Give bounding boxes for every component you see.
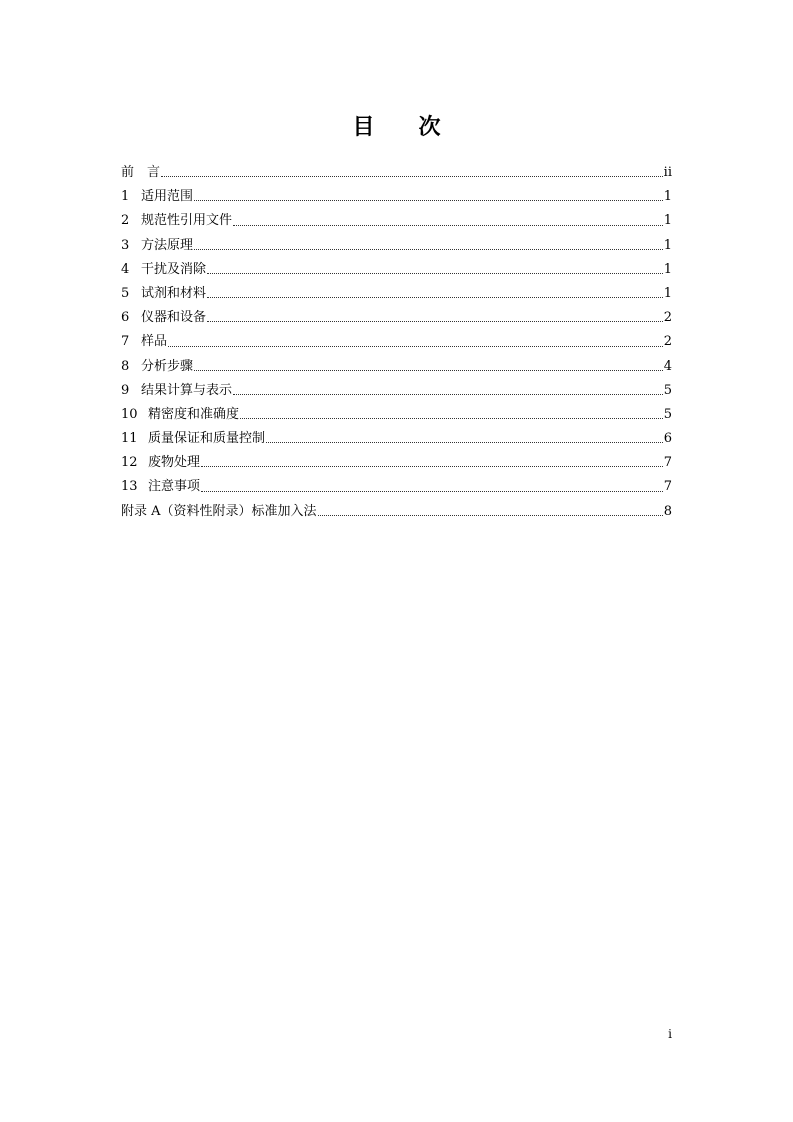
toc-entry[interactable] (121, 187, 672, 211)
toc-entry-page: 1 (663, 285, 672, 301)
toc-entry[interactable] (121, 502, 672, 526)
toc-entry-label: 样品 (141, 334, 168, 350)
toc-entry-label: 附录 A（资料性附录）标准加入法 (121, 503, 317, 519)
toc-entry[interactable] (121, 381, 672, 405)
toc-entry[interactable] (121, 477, 672, 501)
toc-entry-label: 精密度和准确度 (148, 406, 240, 422)
toc-entry[interactable] (121, 284, 672, 308)
toc-entry-number: 1 (121, 189, 130, 205)
toc-entry-page: ii (663, 165, 672, 180)
toc-entry-page: 2 (663, 334, 672, 350)
toc-leader-dots (194, 249, 663, 250)
toc-entry[interactable] (121, 163, 672, 187)
toc-entry-number: 12 (121, 455, 138, 471)
toc-entry-number: 4 (121, 261, 130, 277)
page-number: i (668, 1027, 672, 1041)
toc-leader-dots (266, 442, 663, 443)
toc-entry-number: 13 (121, 479, 138, 495)
toc-entry-label: 注意事项 (148, 479, 201, 495)
toc-leader-dots (194, 200, 663, 201)
toc-entry-number: 9 (121, 382, 130, 398)
toc-entry[interactable] (121, 332, 672, 356)
toc-entry-page: 1 (663, 237, 672, 253)
toc-entry-number: 6 (121, 310, 130, 326)
toc-entry[interactable] (121, 405, 672, 429)
toc-entry-number: 5 (121, 285, 130, 301)
toc-entry[interactable] (121, 211, 672, 235)
toc-leader-dots (207, 321, 663, 322)
toc-leader-dots (168, 346, 663, 347)
toc-entry[interactable] (121, 453, 672, 477)
toc-entry-page: 5 (663, 382, 672, 398)
toc-leader-dots (318, 515, 663, 516)
toc-entry-number: 11 (121, 431, 138, 447)
toc-entry-number: 2 (121, 213, 130, 229)
toc-entry-page: 1 (663, 261, 672, 277)
toc-leader-dots (233, 225, 663, 226)
toc-entry[interactable] (121, 429, 672, 453)
toc-entry-label: 结果计算与表示 (141, 382, 233, 398)
toc-leader-dots (201, 466, 663, 467)
toc-entry-number: 10 (121, 406, 138, 422)
toc-title: 目 次 (352, 115, 441, 140)
toc-entry-page: 5 (663, 406, 672, 422)
toc-entry[interactable] (121, 357, 672, 381)
toc-leader-dots (194, 370, 663, 371)
toc-entry-label: 质量保证和质量控制 (148, 431, 266, 447)
toc-leader-dots (207, 297, 663, 298)
toc-entry-label: 规范性引用文件 (141, 213, 233, 229)
toc-entry[interactable] (121, 236, 672, 260)
toc-entry[interactable] (121, 308, 672, 332)
toc-entry-page: 6 (663, 431, 672, 447)
toc-entry-page: 4 (663, 358, 672, 374)
toc-entry-page: 7 (663, 479, 672, 495)
toc-entry-page: 1 (663, 189, 672, 205)
toc-leader-dots (233, 394, 663, 395)
table-of-contents (121, 163, 672, 526)
toc-leader-dots (240, 418, 663, 419)
toc-entry-number: 3 (121, 237, 130, 253)
toc-entry-page: 1 (663, 213, 672, 229)
toc-entry-label: 干扰及消除 (141, 261, 207, 277)
toc-entry-label: 适用范围 (141, 189, 194, 205)
toc-entry-number: 7 (121, 334, 130, 350)
toc-entry-number: 8 (121, 358, 130, 374)
toc-entry-label: 分析步骤 (141, 358, 194, 374)
toc-entry-label: 方法原理 (141, 237, 194, 253)
toc-leader-dots (161, 176, 663, 177)
toc-entry[interactable] (121, 260, 672, 284)
toc-leader-dots (201, 491, 663, 492)
toc-entry-label: 仪器和设备 (141, 310, 207, 326)
toc-entry-page: 7 (663, 455, 672, 471)
toc-entry-label: 废物处理 (148, 455, 201, 471)
toc-entry-label: 试剂和材料 (141, 285, 207, 301)
toc-entry-page: 2 (663, 310, 672, 326)
toc-entry-label: 前 言 (121, 165, 161, 180)
toc-leader-dots (207, 273, 663, 274)
toc-entry-page: 8 (663, 503, 672, 519)
